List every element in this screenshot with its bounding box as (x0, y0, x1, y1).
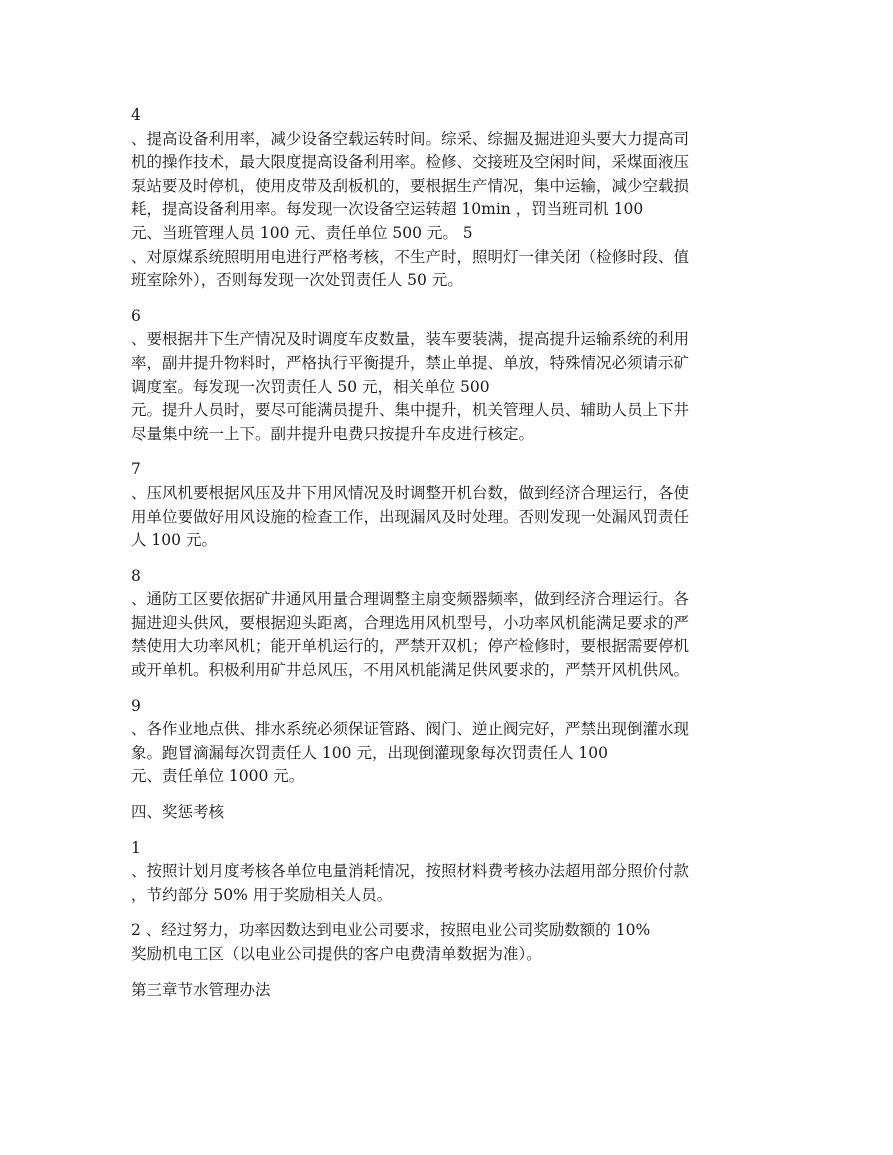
paragraph-line: 掘进迎头供风，要根据迎头距离，合理选用风机型号，小功率风机能满足要求的严 (131, 613, 690, 632)
section-heading-text: 四、奖惩考核 (131, 803, 225, 822)
paragraph-line: 元。提升人员时，要尽可能满员提升、集中提升，机关管理人员、辅助人员上下井 (131, 401, 690, 420)
paragraph-line: 班室除外），否则每发现一次处罚责任人 50 元。 (131, 271, 463, 290)
item-number: 1 (131, 838, 141, 857)
paragraph-line: 奖励机电工区（以电业公司提供的客户电费清单数据为准）。 (131, 945, 542, 963)
paragraph-line: 、通防工区要依据矿井通风用量合理调整主扇变频器频率，做到经济合理运行。各 (131, 590, 690, 609)
paragraph-reward-2 (131, 919, 771, 966)
item-number: 9 (131, 696, 141, 715)
paragraph-line: 禁使用大功率风机；能开单机运行的，严禁开双机；停产检修时，要根据需要停机 (131, 637, 690, 656)
paragraph-line: 率，副井提升物料时，严格执行平衡提升，禁止单提、单放，特殊情况必须请示矿 (131, 353, 690, 372)
paragraph-line: 调度室。每发现一次罚责任人 50 元，相关单位 500 (131, 377, 490, 396)
paragraph-line: 尽量集中统一上下。副井提升电费只按提升车皮进行核定。 (131, 424, 535, 443)
paragraph-line: 元、当班管理人员 100 元、责任单位 500 元。 5 (131, 223, 473, 242)
paragraph-line: 、压风机要根据风压及井下用风情况及时调整开机台数，做到经济合理运行，各使 (131, 483, 690, 502)
paragraph-line: 或开单机。积极利用矿井总风压，不用风机能满足供风要求的，严禁开风机供风。 (131, 661, 690, 680)
paragraph-item-6 (131, 305, 771, 447)
paragraph-line: 耗，提高设备利用率。每发现一次设备空运转超 10min ，罚当班司机 100 (131, 200, 644, 219)
item-number: 8 (131, 566, 141, 585)
paragraph-line: 人 100 元。 (131, 531, 217, 550)
paragraph-line: 2 、经过努力，功率因数达到电业公司要求，按照电业公司奖励数额的 10% (131, 921, 651, 940)
paragraph-line: 、提高设备利用率，减少设备空载运转时间。综采、综掘及掘进迎头要大力提高司 (131, 129, 690, 148)
chapter-heading (131, 979, 771, 1003)
section-heading (131, 801, 771, 825)
paragraph-line: 、各作业地点供、排水系统必须保证管路、阀门、逆止阀完好，严禁出现倒灌水现 (131, 720, 690, 739)
paragraph-item-9 (131, 695, 771, 789)
item-number: 7 (131, 460, 141, 479)
paragraph-line: ，节约部分 50% 用于奖励相关人员。 (131, 885, 393, 904)
paragraph-reward-1 (131, 837, 771, 908)
paragraph-line: 象。跑冒滴漏每次罚责任人 100 元，出现倒灌现象每次罚责任人 100 (131, 743, 608, 762)
paragraph-item-8 (131, 565, 771, 683)
paragraph-line: 元、责任单位 1000 元。 (131, 767, 305, 786)
paragraph-line: 、要根据井下生产情况及时调度车皮数量，装车要装满，提高提升运输系统的利用 (131, 330, 690, 349)
item-number: 6 (131, 306, 141, 325)
paragraph-line: 用单位要做好用风设施的检查工作，出现漏风及时处理。否则发现一处漏风罚责任 (131, 507, 690, 526)
paragraph-item-4-5 (131, 104, 771, 293)
paragraph-line: 机的操作技术，最大限度提高设备利用率。检修、交接班及空闲时间，采煤面液压 (131, 153, 690, 172)
paragraph-item-7 (131, 458, 771, 552)
paragraph-line: 、对原煤系统照明用电进行严格考核，不生产时，照明灯一律关闭（检修时段、值 (131, 247, 690, 266)
item-number: 4 (131, 106, 141, 124)
chapter-heading-text: 第三章节水管理办法 (131, 980, 271, 999)
paragraph-line: 、按照计划月度考核各单位电量消耗情况，按照材料费考核办法超用部分照价付款 (131, 862, 690, 881)
paragraph-line: 泵站要及时停机，使用皮带及刮板机的，要根据生产情况，集中运输，减少空载损 (131, 176, 690, 195)
document-body (131, 104, 771, 1002)
